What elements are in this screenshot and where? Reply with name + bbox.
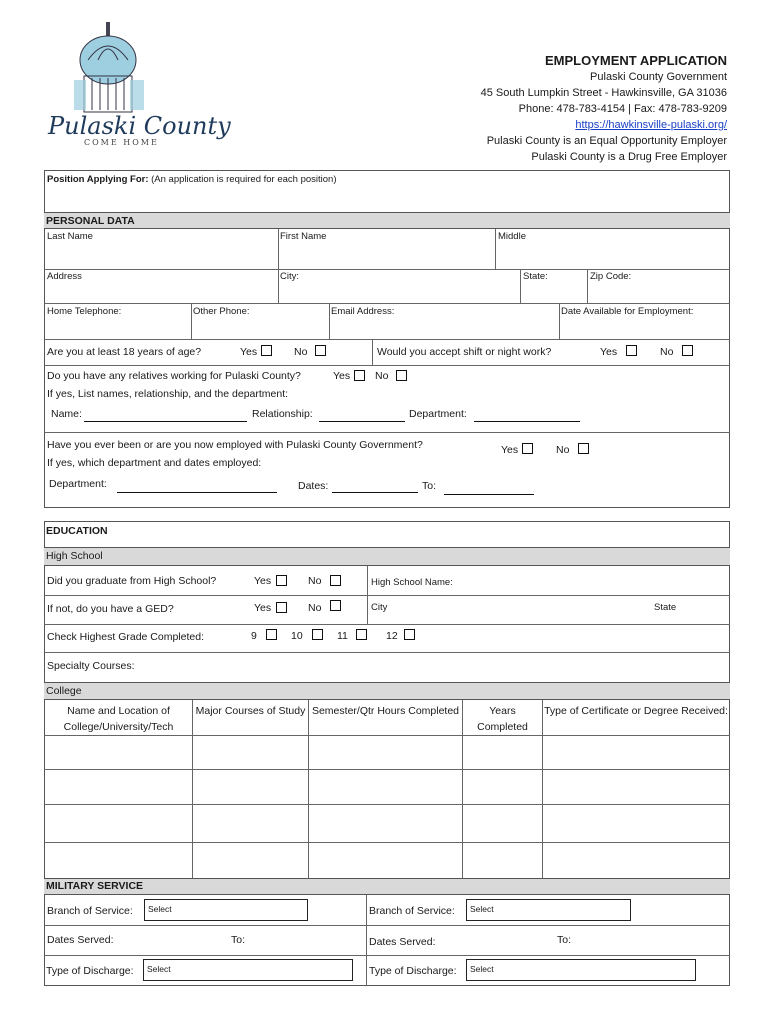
state-input[interactable] bbox=[522, 284, 585, 302]
shift-yes-checkbox[interactable] bbox=[626, 345, 637, 356]
employed-no-label: No bbox=[556, 444, 570, 456]
ged-yes-label: Yes bbox=[254, 602, 272, 614]
other-phone-input[interactable] bbox=[193, 319, 327, 337]
employed-dates-label: Dates: bbox=[298, 480, 329, 492]
relative-department-input[interactable] bbox=[474, 421, 580, 422]
date-available-input[interactable] bbox=[561, 319, 728, 337]
college-row-1[interactable] bbox=[45, 736, 729, 768]
zip-input[interactable] bbox=[589, 284, 728, 302]
position-label-group bbox=[47, 174, 337, 185]
address-label: Address bbox=[47, 271, 82, 282]
age-question: Are you at least 18 years of age? bbox=[47, 346, 202, 358]
dates-served-label-left: Dates Served: bbox=[47, 934, 114, 946]
home-phone-label: Home Telephone: bbox=[47, 306, 122, 317]
relatives-question: Do you have any relatives working for Pulaski County? bbox=[47, 370, 301, 382]
middle-name-label: Middle bbox=[498, 231, 526, 242]
org-address: 45 South Lumpkin Street - Hawkinsville, GA 31036 bbox=[480, 87, 727, 99]
org-name: Pulaski County Government bbox=[590, 71, 727, 83]
to-label-left: To: bbox=[231, 934, 246, 946]
relative-department-label: Department: bbox=[409, 408, 467, 420]
employed-department-input[interactable] bbox=[117, 492, 277, 493]
specialty-input[interactable] bbox=[145, 655, 728, 680]
last-name-input[interactable] bbox=[46, 244, 276, 268]
col-header-degree: Type of Certificate or Degree Received: bbox=[544, 705, 728, 717]
hs-state-label: State bbox=[654, 602, 677, 613]
home-phone-input[interactable] bbox=[46, 319, 189, 337]
employed-question: Have you ever been or are you now employed with Pulaski County Government? bbox=[47, 439, 423, 451]
employed-dates-to-input[interactable] bbox=[444, 494, 534, 495]
college-heading: College bbox=[44, 682, 730, 700]
logo-tagline: COME HOME bbox=[84, 138, 159, 147]
city-input[interactable] bbox=[280, 284, 518, 302]
relatives-instructions: If yes, List names, relationship, and the department: bbox=[47, 388, 289, 400]
grade-12-label: 12 bbox=[386, 630, 398, 642]
college-row-4[interactable] bbox=[45, 843, 729, 877]
discharge-select-right[interactable]: Select bbox=[466, 959, 696, 981]
discharge-label-right: Type of Discharge: bbox=[369, 965, 457, 977]
relative-relationship-input[interactable] bbox=[319, 421, 405, 422]
relatives-yes-checkbox[interactable] bbox=[354, 370, 365, 381]
graduate-yes-checkbox[interactable] bbox=[276, 575, 287, 586]
address-input[interactable] bbox=[46, 284, 276, 302]
ged-question: If not, do you have a GED? bbox=[47, 603, 174, 615]
branch-label-left: Branch of Service: bbox=[47, 905, 133, 917]
employed-instructions: If yes, which department and dates employed: bbox=[47, 457, 262, 469]
employed-no-checkbox[interactable] bbox=[578, 443, 589, 454]
middle-name-input[interactable] bbox=[497, 244, 728, 268]
relative-relationship-label: Relationship: bbox=[252, 408, 313, 420]
position-note: (An application is required for each position) bbox=[148, 174, 337, 185]
date-available-label: Date Available for Employment: bbox=[561, 306, 694, 317]
high-school-heading: High School bbox=[44, 547, 730, 566]
col-header-hours: Semester/Qtr Hours Completed bbox=[311, 705, 460, 717]
grade-9-label: 9 bbox=[251, 630, 257, 642]
graduate-yes-label: Yes bbox=[254, 575, 272, 587]
military-heading: MILITARY SERVICE bbox=[44, 878, 730, 895]
col-header-college: Name and Location of College/University/Tech bbox=[63, 705, 174, 733]
age-no-label: No bbox=[294, 346, 308, 358]
other-phone-label: Other Phone: bbox=[193, 306, 250, 317]
zip-label: Zip Code: bbox=[590, 271, 632, 282]
employed-yes-label: Yes bbox=[501, 444, 519, 456]
grade-12-checkbox[interactable] bbox=[404, 629, 415, 640]
branch-select-left[interactable]: Select bbox=[144, 899, 308, 921]
city-label: City: bbox=[280, 271, 299, 282]
grade-10-checkbox[interactable] bbox=[312, 629, 323, 640]
last-name-label: Last Name bbox=[47, 231, 93, 242]
branch-label-right: Branch of Service: bbox=[369, 905, 455, 917]
high-school-name-label: High School Name: bbox=[371, 577, 453, 588]
graduate-no-checkbox[interactable] bbox=[330, 575, 341, 586]
age-yes-label: Yes bbox=[240, 346, 258, 358]
education-heading: EDUCATION bbox=[46, 525, 108, 537]
eeo-statement: Pulaski County is an Equal Opportunity Employer bbox=[486, 135, 727, 147]
grade-10-label: 10 bbox=[291, 630, 303, 642]
shift-no-label: No bbox=[660, 346, 674, 358]
employed-department-label: Department: bbox=[49, 478, 107, 490]
college-row-2[interactable] bbox=[45, 770, 729, 803]
specialty-label: Specialty Courses: bbox=[47, 660, 135, 672]
email-label: Email Address: bbox=[331, 306, 395, 317]
ged-yes-checkbox[interactable] bbox=[276, 602, 287, 613]
shift-yes-label: Yes bbox=[600, 346, 618, 358]
ged-no-label: No bbox=[308, 602, 322, 614]
form-title: EMPLOYMENT APPLICATION bbox=[545, 53, 727, 68]
grade-question: Check Highest Grade Completed: bbox=[47, 631, 204, 643]
to-label-right: To: bbox=[557, 934, 572, 946]
college-row-3[interactable] bbox=[45, 805, 729, 841]
position-input[interactable] bbox=[46, 188, 728, 212]
ged-no-checkbox[interactable] bbox=[330, 600, 341, 611]
shift-no-checkbox[interactable] bbox=[682, 345, 693, 356]
discharge-label-left: Type of Discharge: bbox=[46, 965, 134, 977]
relative-name-input[interactable] bbox=[84, 421, 247, 422]
age-no-checkbox[interactable] bbox=[315, 345, 326, 356]
dates-served-label-right: Dates Served: bbox=[369, 936, 436, 948]
col-header-major: Major Courses of Study bbox=[195, 705, 306, 717]
email-input[interactable] bbox=[331, 319, 557, 337]
employed-to-label: To: bbox=[422, 480, 437, 492]
grade-11-checkbox[interactable] bbox=[356, 629, 367, 640]
hs-city-label: City bbox=[371, 602, 388, 613]
grade-9-checkbox[interactable] bbox=[266, 629, 277, 640]
logo-name: Pulaski County bbox=[48, 112, 231, 140]
state-label: State: bbox=[523, 271, 548, 282]
col-header-years: Years Completed bbox=[477, 705, 528, 733]
employed-dates-from-input[interactable] bbox=[332, 492, 418, 493]
shift-question: Would you accept shift or night work? bbox=[377, 346, 552, 358]
org-website-link[interactable]: https://hawkinsville-pulaski.org/ bbox=[575, 119, 727, 131]
high-school-name-input[interactable] bbox=[460, 570, 728, 592]
first-name-input[interactable] bbox=[280, 244, 493, 268]
employed-yes-checkbox[interactable] bbox=[522, 443, 533, 454]
relatives-no-checkbox[interactable] bbox=[396, 370, 407, 381]
position-label: Position Applying For: bbox=[47, 174, 149, 185]
org-phone: Phone: 478-783-4154 | Fax: 478-783-9209 bbox=[518, 103, 727, 115]
graduate-question: Did you graduate from High School? bbox=[47, 575, 217, 587]
first-name-label: First Name bbox=[280, 231, 327, 242]
personal-data-heading: PERSONAL DATA bbox=[44, 212, 730, 229]
age-yes-checkbox[interactable] bbox=[261, 345, 272, 356]
graduate-no-label: No bbox=[308, 575, 322, 587]
grade-11-label: 11 bbox=[337, 630, 348, 642]
relatives-no-label: No bbox=[375, 370, 389, 382]
drug-free-statement: Pulaski County is a Drug Free Employer bbox=[531, 151, 727, 163]
branch-select-right[interactable]: Select bbox=[466, 899, 631, 921]
relative-name-label: Name: bbox=[51, 408, 82, 420]
discharge-select-left[interactable]: Select bbox=[143, 959, 353, 981]
relatives-yes-label: Yes bbox=[333, 370, 351, 382]
county-logo bbox=[44, 20, 231, 155]
